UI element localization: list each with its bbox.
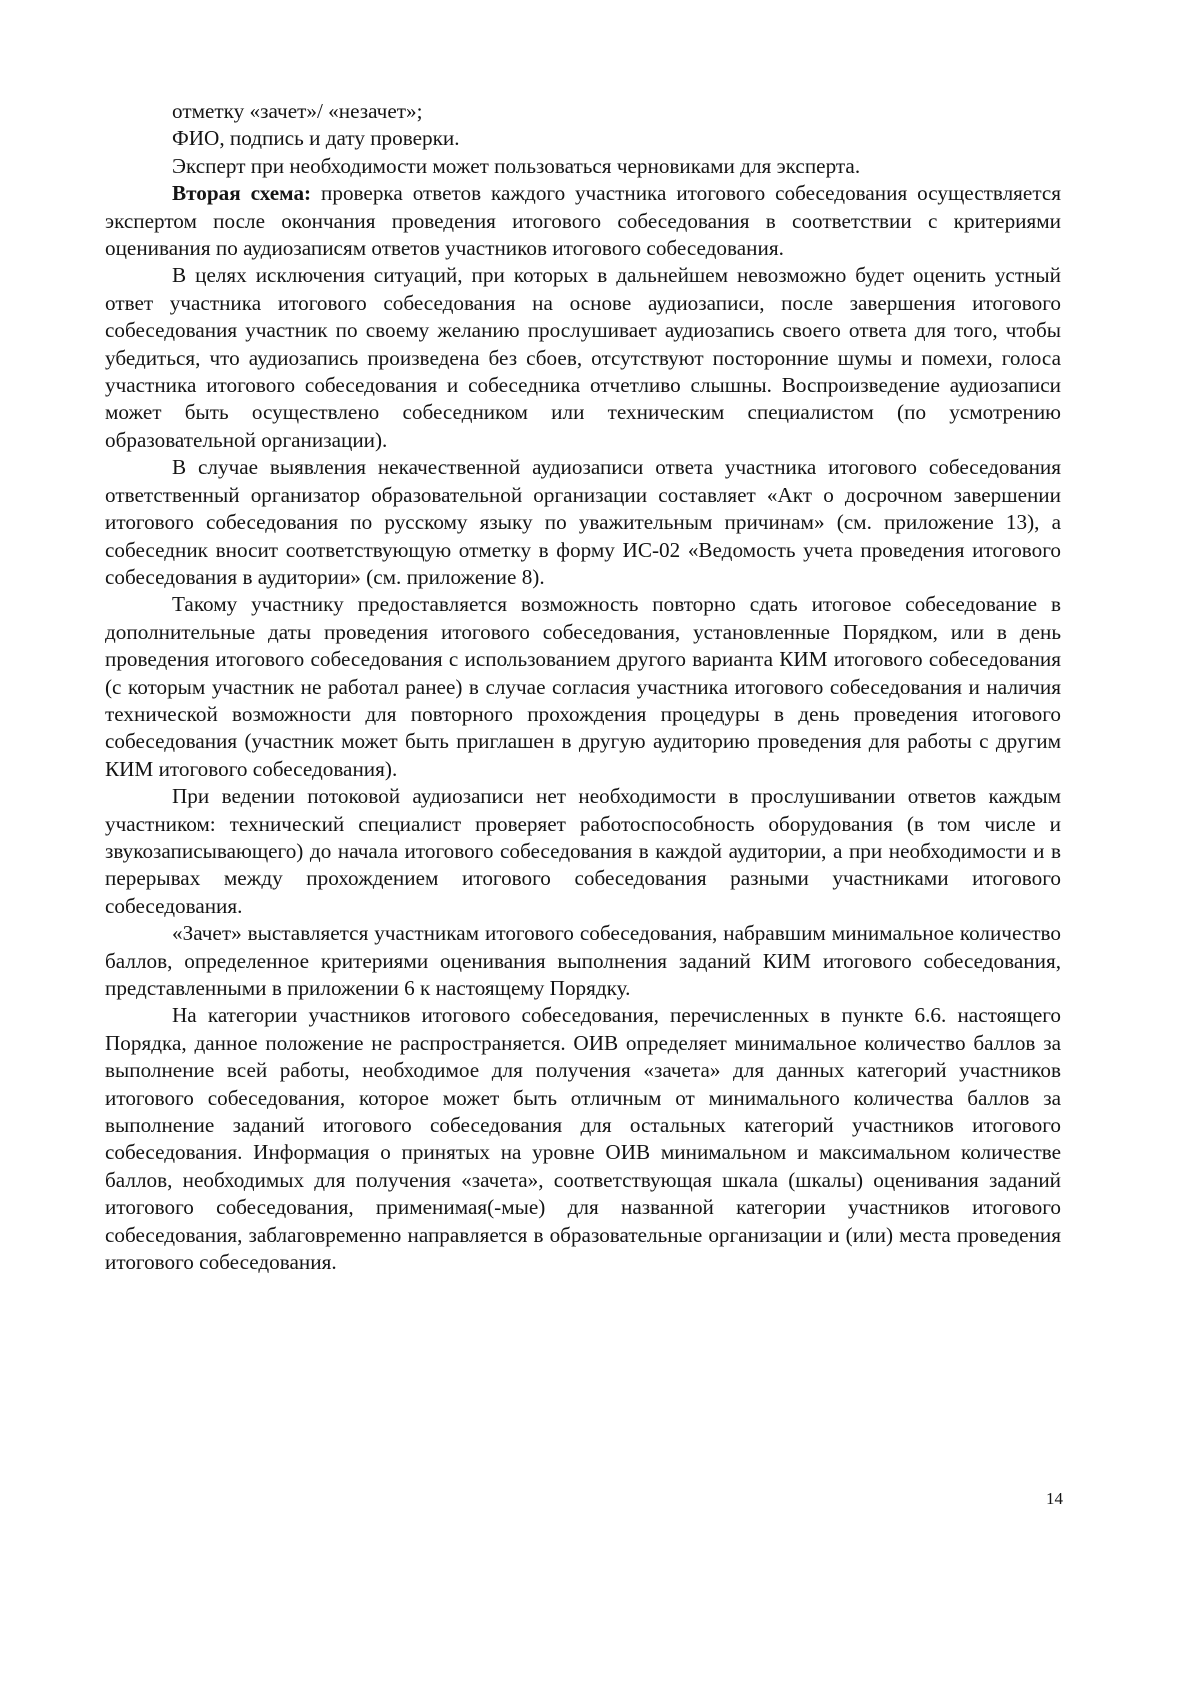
paragraph-streaming-audio: При ведении потоковой аудиозаписи нет необходимости в прослушивании ответов каждым участником: технический специалист проверяет работоспособность оборудования (в том числе и звукозаписывающего) до начала итогового собеседования в каждой аудитории, а при необходимости и в перерывах между прохождением итогового собеседования разными участниками итогового собеседования.	[105, 784, 1061, 918]
list-line-drafts: Эксперт при необходимости может пользоваться черновиками для эксперта.	[172, 153, 861, 178]
paragraph-retake: Такому участнику предоставляется возможность повторно сдать итоговое собеседование в дополнительные даты проведения итогового собеседования, установленные Порядком, или в день проведения итогового собеседования с использованием другого варианта КИМ итогового собеседования (с которым участник не работал ранее) в случае согласия участника итогового собеседования и наличия технической возможности для повторного прохождения процедуры в день проведения итогового собеседования (участник может быть приглашен в другую аудиторию проведения для работы с другим КИМ итогового собеседования).	[105, 592, 1061, 781]
scheme-two-label: Вторая схема:	[172, 181, 312, 206]
list-line-mark: отметку «зачет»/ «незачет»;	[172, 99, 423, 123]
list-line-signature: ФИО, подпись и дату проверки.	[172, 126, 460, 151]
paragraph-pass-criteria: «Зачет» выставляется участникам итогового собеседования, набравшим минимальное количество баллов, определенное критериями оценивания выполнения заданий КИМ итогового собеседования, представленными в приложении 6 к настоящему Порядку.	[105, 921, 1061, 1000]
paragraph-special-categories: На категории участников итогового собеседования, перечисленных в пункте 6.6. настоящего Порядка, данное положение не распространяется. ОИВ определяет минимальное количество баллов за выполнение всей работы, необходимое для получения «зачета» для данных категорий участников итогового собеседования, которое может быть отличным от минимального количества баллов за выполнение заданий итогового собеседования для остальных категорий участников итогового собеседования. Информация о принятых на уровне ОИВ минимальном и максимальном количестве баллов, необходимых для получения «зачета», соответствующая шкала (шкалы) оценивания заданий итогового собеседования, применимая(-мые) для названной категории участников итогового собеседования, заблаговременно направляется в образовательные организации и (или) места проведения итогового собеседования.	[105, 1003, 1061, 1275]
paragraph-poor-recording: В случае выявления некачественной аудиозаписи ответа участника итогового собеседования ответственный организатор образовательной организации составляет «Акт о досрочном завершении итогового собеседования по русскому языку по уважительным причинам» (см. приложение 13), а собеседник вносит соответствующую отметку в форму ИС-02 «Ведомость учета проведения итогового собеседования в аудитории» (см. приложение 8).	[105, 455, 1061, 589]
paragraph-scheme-two	[105, 180, 1061, 262]
page-number: 14	[1046, 1489, 1063, 1508]
scheme-two-text: проверка ответов каждого участника итогового собеседования осуществляется экспертом после окончания проведения итогового собеседования в соответствии с критериями оценивания по аудиозаписям ответов участников итогового собеседования.	[105, 181, 1061, 261]
paragraph-audio-check: В целях исключения ситуаций, при которых в дальнейшем невозможно будет оценить устный ответ участника итогового собеседования на основе аудиозаписи, после завершения итогового собеседования участник по своему желанию прослушивает аудиозапись своего ответа для того, чтобы убедиться, что аудиозапись произведена без сбоев, отсутствуют посторонние шумы и помехи, голоса участника итогового собеседования и собеседника отчетливо слышны. Воспроизведение аудиозаписи может быть осуществлено собеседником или техническим специалистом (по усмотрению образовательной организации).	[105, 263, 1061, 452]
document-body	[105, 98, 1061, 1276]
